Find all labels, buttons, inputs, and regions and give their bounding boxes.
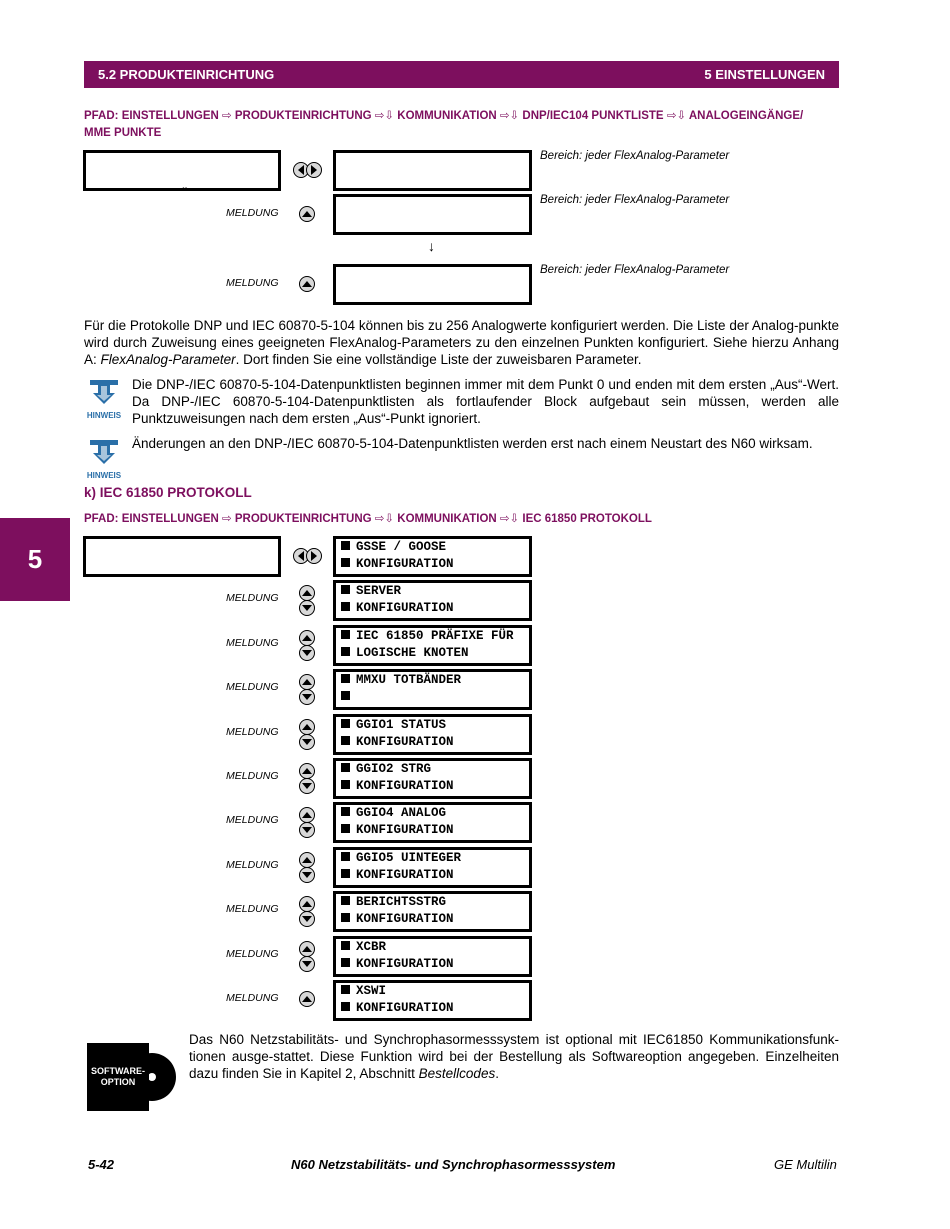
down-arrow-key-icon[interactable] [299, 689, 315, 705]
bullet-square-icon [341, 896, 350, 905]
bullet-square-icon [341, 941, 350, 950]
lcd-line: KONFIGURATION [356, 868, 454, 882]
meldung-label: MELDUNG [226, 277, 279, 289]
bullet-square-icon [341, 674, 350, 683]
page-number: 5-42 [88, 1157, 115, 1172]
bullet-square-icon [341, 630, 350, 639]
down-arrow-key-icon[interactable] [299, 645, 315, 661]
path-arrow: ⇨⇩ [666, 110, 687, 122]
lcd-line: LOGISCHE KNOTEN [356, 646, 469, 660]
lcd-line: XSWI [356, 984, 387, 998]
note-icon [84, 437, 124, 480]
note-label: HINWEIS [86, 411, 122, 420]
down-arrow-key-icon[interactable] [299, 778, 315, 794]
down-arrow-key-icon[interactable] [299, 734, 315, 750]
path-segment: KOMMUNIKATION [394, 110, 500, 122]
note-text: Die DNP-/IEC 60870-5-104-Datenpunktlisten beginnen immer mit dem Punkt 0 und enden mit dem ersten „Aus“-Wert. Da DNP-/IEC 60870-5-104-Datenpunktlisten als fortlaufender Block aufgebaut sein müssen, werden alle Punktzuweisungen nach dem ersten „Aus“-Punkt ignoriert. [132, 377, 839, 426]
lcd-line [339, 231, 529, 235]
down-arrow-key-icon[interactable] [299, 911, 315, 927]
lcd-root-analog [83, 150, 281, 191]
up-arrow-key-icon[interactable] [299, 991, 315, 1007]
footer-title: N60 Netzstabilitäts- und Synchrophasormesssystem [291, 1157, 616, 1172]
down-arrow-key-icon[interactable] [299, 822, 315, 838]
footer-brand: GE Multilin [774, 1157, 837, 1172]
lcd-line: KONFIGURATION [356, 823, 454, 837]
lcd-punkt-0 [333, 150, 532, 191]
body-paragraph [84, 317, 839, 368]
right-arrow-key-icon[interactable] [306, 548, 322, 564]
lcd-line: IEC 61850 PRÄFIXE FÜR [356, 629, 514, 643]
chapter-tab: 5 [0, 518, 70, 601]
lcd-line: GGIO1 STATUS [356, 718, 447, 732]
bullet-square-icon [91, 575, 100, 577]
paragraph-text: Das N60 Netzstabilitäts- und Synchrophasormesssystem ist optional mit IEC61850 Kommunikationsfunk-tionen ausge-stattet. Diese Funktion wird bei der Bestellung als Softwareoption angegeben. Einzelheiten dazu finden Sie in Kapitel 2, Abschnitt [189, 1032, 839, 1081]
up-arrow-key-icon[interactable] [299, 941, 315, 957]
path-segment: KOMMUNIKATION [394, 513, 500, 525]
lcd-line: MMXU TOTBÄNDER [356, 673, 462, 687]
meldung-label: MELDUNG [226, 770, 279, 782]
range-text: Bereich: jeder FlexAnalog-Parameter [540, 194, 730, 206]
bullet-square-icon [341, 585, 350, 594]
subsection-heading: k) IEC 61850 PROTOKOLL [84, 485, 252, 500]
path-segment: PRODUKTEINRICHTUNG [231, 513, 375, 525]
bullet-square-icon [341, 869, 350, 878]
bullet-square-icon [341, 913, 350, 922]
lcd-line: SERVER [356, 584, 402, 598]
meldung-label: MELDUNG [226, 814, 279, 826]
lcd-line: KONFIGURATION [356, 957, 454, 971]
lcd-line: GGIO2 STRG [356, 762, 432, 776]
up-arrow-key-icon[interactable] [299, 206, 315, 222]
up-arrow-key-icon[interactable] [299, 763, 315, 779]
up-arrow-key-icon[interactable] [299, 852, 315, 868]
bullet-square-icon [341, 824, 350, 833]
bullet-square-icon [341, 1002, 350, 1011]
meldung-label: MELDUNG [226, 726, 279, 738]
bullet-square-icon [341, 691, 350, 700]
lcd-menu-item [333, 536, 532, 577]
paragraph-emphasis: Bestellcodes [418, 1066, 496, 1081]
lcd-menu-item [333, 714, 532, 755]
up-arrow-key-icon[interactable] [299, 276, 315, 292]
bullet-square-icon [341, 958, 350, 967]
path-segment: DNP/IEC104 PUNKTLISTE [519, 110, 667, 122]
lcd-line: KONFIGURATION [356, 779, 454, 793]
bullet-square-icon [341, 763, 350, 772]
paragraph-emphasis: FlexAnalog-Parameter [100, 352, 236, 367]
lcd-root-iec61850 [83, 536, 281, 577]
up-arrow-key-icon[interactable] [299, 585, 315, 601]
down-arrow-key-icon[interactable] [299, 600, 315, 616]
bullet-square-icon [341, 541, 350, 550]
bullet-square-icon [341, 602, 350, 611]
bullet-square-icon [341, 985, 350, 994]
bullet-square-icon [341, 852, 350, 861]
paragraph-text: . [495, 1066, 499, 1081]
lcd-line [339, 301, 529, 305]
range-text: Bereich: jeder FlexAnalog-Parameter [540, 264, 730, 276]
lcd-line: KONFIGURATION [356, 557, 454, 571]
continuation-arrow-icon: ↓ [428, 238, 435, 254]
lcd-menu-item [333, 580, 532, 621]
note-label: HINWEIS [86, 471, 122, 480]
software-option-icon [84, 1037, 179, 1113]
lcd-line: KONFIGURATION [356, 1001, 454, 1015]
bullet-square-icon [341, 719, 350, 728]
lcd-punkt-1 [333, 194, 532, 235]
lcd-menu-item [333, 847, 532, 888]
path-arrow: ⇨⇩ [499, 513, 520, 525]
meldung-label: MELDUNG [226, 637, 279, 649]
path-arrow: ⇨⇩ [374, 110, 395, 122]
bullet-square-icon [341, 780, 350, 789]
bullet-square-icon [341, 736, 350, 745]
up-arrow-key-icon[interactable] [299, 807, 315, 823]
note-text: Änderungen an den DNP-/IEC 60870-5-104-Datenpunktlisten werden erst nach einem Neustart des N60 wirksam. [132, 436, 813, 451]
meldung-label: MELDUNG [226, 948, 279, 960]
meldung-label: MELDUNG [226, 992, 279, 1004]
note-arrow-icon [87, 437, 121, 465]
lcd-line: GGIO4 ANALOG [356, 806, 447, 820]
lcd-menu-item [333, 802, 532, 843]
path-arrow: ⇨⇩ [374, 513, 395, 525]
paragraph-text: . Dort finden Sie eine vollständige Liste der zuweisbaren Parameter. [235, 352, 642, 367]
path-segment: IEC 61850 PROTOKOLL [519, 513, 652, 525]
right-arrow-key-icon[interactable] [306, 162, 322, 178]
meldung-label: MELDUNG [226, 859, 279, 871]
menu-path-iec61850 [84, 511, 840, 528]
lcd-menu-item [333, 758, 532, 799]
range-text: Bereich: jeder FlexAnalog-Parameter [540, 150, 730, 162]
lcd-punkt-255 [333, 264, 532, 305]
up-arrow-key-icon[interactable] [299, 896, 315, 912]
meldung-label: MELDUNG [226, 592, 279, 604]
down-arrow-key-icon[interactable] [299, 867, 315, 883]
path-segment: ANALOGEINGÄNGE/ [686, 110, 804, 122]
section-title: 5.2 PRODUKTEINRICHTUNG [98, 67, 275, 82]
menu-path-analog [84, 108, 840, 142]
note-icon [84, 377, 124, 420]
path-arrow: ⇨ [222, 513, 232, 525]
paragraph-text: Für die Protokolle DNP und IEC 60870-5-104 können bis zu 256 Analogwerte konfiguriert werden. Die Liste der Analog-punkte wird durch Zuweisung eines geeigneten FlexAnalog-Parameters zu den einzelnen Punkten konfiguriert. Siehe hierzu Anhang A: [84, 318, 839, 367]
lcd-line: GGIO5 UINTEGER [356, 851, 462, 865]
bullet-square-icon [91, 189, 100, 191]
lcd-line: KONFIGURATION [356, 912, 454, 926]
lcd-line: XCBR [356, 940, 387, 954]
note-arrow-icon [87, 377, 121, 405]
path-segment: PFAD: EINSTELLUNGEN [84, 513, 223, 525]
disc-hole [148, 1073, 156, 1081]
path-segment: MME PUNKTE [84, 127, 162, 139]
meldung-label: MELDUNG [226, 207, 279, 219]
lcd-menu-item [333, 936, 532, 977]
up-arrow-key-icon[interactable] [299, 674, 315, 690]
up-arrow-key-icon[interactable] [299, 719, 315, 735]
lcd-line: BERICHTSSTRG [356, 895, 447, 909]
lcd-menu-item [333, 891, 532, 932]
path-segment: PRODUKTEINRICHTUNG [231, 110, 375, 122]
down-arrow-key-icon[interactable] [299, 956, 315, 972]
lcd-line: KONFIGURATION [356, 735, 454, 749]
path-arrow: ⇨⇩ [499, 110, 520, 122]
software-option-label: SOFTWARE-OPTION [87, 1043, 149, 1111]
path-arrow: ⇨ [222, 110, 232, 122]
bullet-square-icon [341, 807, 350, 816]
meldung-label: MELDUNG [226, 903, 279, 915]
bullet-square-icon [341, 647, 350, 656]
lcd-line [106, 188, 241, 191]
software-option-text [189, 1031, 839, 1082]
lcd-line: GSSE / GOOSE [356, 540, 447, 554]
meldung-label: MELDUNG [226, 681, 279, 693]
chapter-title: 5 EINSTELLUNGEN [704, 67, 825, 82]
lcd-line [339, 187, 529, 191]
bullet-square-icon [341, 558, 350, 567]
lcd-line [106, 574, 249, 577]
path-segment: PFAD: EINSTELLUNGEN [84, 110, 223, 122]
lcd-menu-item [333, 669, 532, 710]
lcd-menu-item [333, 625, 532, 666]
up-arrow-key-icon[interactable] [299, 630, 315, 646]
lcd-line: KONFIGURATION [356, 601, 454, 615]
section-header-bar [84, 61, 839, 88]
lcd-menu-item [333, 980, 532, 1021]
